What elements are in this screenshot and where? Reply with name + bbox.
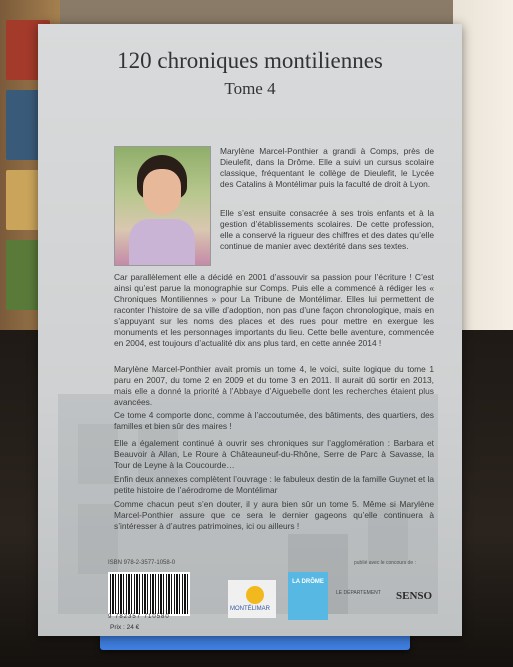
- body-paragraph-6: Comme chacun peut s’en douter, il y aura bien sûr un tome 5. Même si Marylène Marcel-Ponthier assure que ce sera le dernier gageons qu’elle continuera à s’intéresser à d’autres patrimoines, ici ou ailleurs !: [114, 499, 434, 531]
- price-label: Prix : 24 €: [110, 624, 140, 631]
- body-paragraph-5: Enfin deux annexes complètent l’ouvrage : le fabuleux destin de la famille Guynet et la petite histoire de l’aérodrome de Montélimar: [114, 474, 434, 495]
- author-photo: [114, 146, 211, 266]
- body-paragraph-2: Marylène Marcel-Ponthier avait promis un tome 4, le voici, suite logique du tome 1 paru en 2007, du tome 2 en 2009 et du tome 3 en 2011. Il aurait dû sortir en 2013, mais elle a donné la priorité à l’Abbaye d’Aiguebelle dont les recherches étaient plus avancées.: [114, 364, 434, 407]
- montelimar-logo-text: MONTÉLIMAR: [230, 606, 271, 612]
- montelimar-logo: [228, 580, 276, 618]
- bio-paragraph-1: Marylène Marcel-Ponthier a grandi à Comps, près de Dieulefit, dans la Drôme. Elle a suivi un cursus scolaire classique, fréquentant le collège de Dieulefit, le Lycée des Catalins à Montélimar puis la faculté de droit à Lyon.: [220, 146, 434, 189]
- partners-label: publié avec le concours de :: [354, 560, 416, 566]
- isbn-label: ISBN 978-2-3577-1058-0: [108, 560, 176, 566]
- book-title: 120 chroniques montiliennes: [117, 48, 383, 73]
- drome-logo: LA DRÔME: [288, 572, 328, 620]
- departement-logo: LE DÉPARTEMENT: [336, 590, 381, 596]
- book-subtitle: Tome 4: [224, 79, 276, 98]
- barcode: [108, 572, 190, 616]
- wall: [453, 0, 513, 360]
- book-back-cover: [38, 24, 462, 636]
- body-paragraph-3: Ce tome 4 comporte donc, comme à l’accoutumée, des bâtiments, des quartiers, des familles et bien sûr des maires !: [114, 410, 434, 431]
- senso-logo: SENSO: [396, 590, 433, 602]
- body-paragraph-1: Car parallèlement elle a décidé en 2001 d’assouvir sa passion pour l’écriture ! C’est ainsi qu’est parue la monographie sur Comps. Puis elle a commencé à rédiger les « Chroniques Montiliennes » pour La Tribune de Montélimar. Elles lui permettent de raconter l’histoire de sa ville d’adoption, non pas d’une façon chronologique, mais en s’appuyant sur les noms des places et des rues pour mettre en exergue les monuments et les personnages importants du lieu. Cette belle aventure, commencée en 2004, est toujours d’actualité dix ans plus tard, en cette année 2014 !: [114, 272, 434, 348]
- bio-paragraph-2: Elle s’est ensuite consacrée à ses trois enfants et à la gestion d’établissements scolaires. De cette profession, elle a conservé la rigueur des chiffres et des dates qu’elle continue de manier avec dextérité dans ses textes.: [220, 208, 434, 251]
- body-paragraph-4: Elle a également continué à ouvrir ses chroniques sur l’agglomération : Barbara et Beauvoir à Allan, Le Roure à Châteauneuf-du-Rhône, Serre de Parc à Savasse, la Tour de Leyne à la Coucourde…: [114, 438, 434, 470]
- barcode-number: 9 782357 710580: [108, 614, 170, 620]
